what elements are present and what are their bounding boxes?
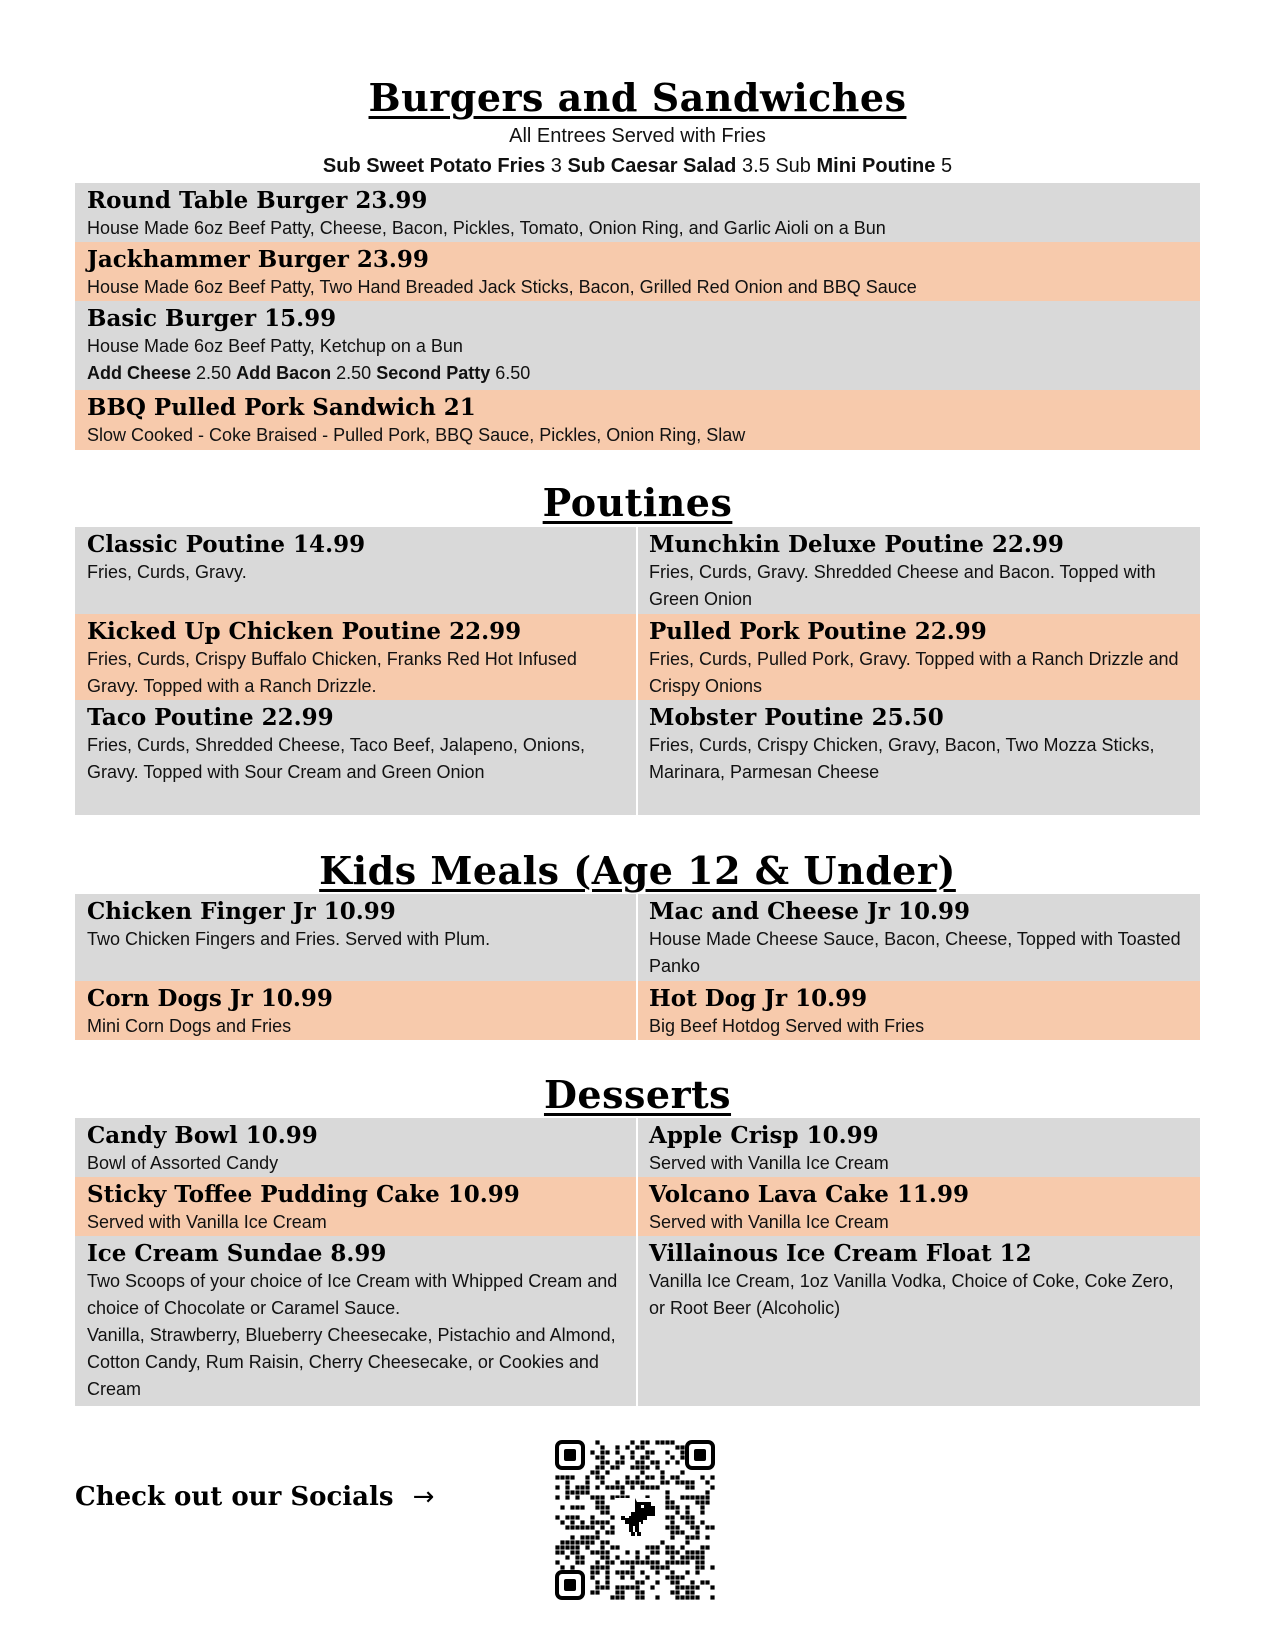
menu-item xyxy=(637,894,1200,980)
column-divider xyxy=(636,894,638,981)
dinosaur-icon xyxy=(615,1498,657,1544)
item-title: Mac and Cheese Jr 10.99 xyxy=(649,898,971,925)
poutines-list xyxy=(75,527,1200,815)
menu-row xyxy=(75,981,1200,1040)
item-description: Fries, Curds, Pulled Pork, Gravy. Topped with a Ranch Drizzle and Crispy Onions xyxy=(649,649,1179,696)
item-title: Classic Poutine 14.99 xyxy=(87,531,366,558)
item-description: Mini Corn Dogs and Fries xyxy=(87,1016,292,1036)
menu-row xyxy=(75,1236,1200,1406)
column-divider xyxy=(636,981,638,1040)
menu-item xyxy=(75,614,637,700)
qr-code-icon[interactable] xyxy=(555,1440,715,1600)
desserts-heading: Desserts xyxy=(543,1072,732,1117)
column-divider xyxy=(636,700,638,815)
item-description: Two Chicken Fingers and Fries. Served with Plum. xyxy=(87,929,491,949)
addon-label: Second Patty xyxy=(376,363,491,383)
item-description: Slow Cooked - Coke Braised - Pulled Pork, BBQ Sauce, Pickles, Onion Ring, Slaw xyxy=(87,425,746,445)
menu-item xyxy=(637,527,1200,613)
sub-label: Mini Poutine xyxy=(816,155,936,177)
menu-item xyxy=(637,614,1200,700)
item-title: Sticky Toffee Pudding Cake 10.99 xyxy=(87,1181,520,1208)
burgers-subs-line xyxy=(0,156,1275,176)
sub-label: Sub Caesar Salad xyxy=(567,155,737,177)
item-title: Munchkin Deluxe Poutine 22.99 xyxy=(649,531,1064,558)
addon-price: 2.50 xyxy=(196,363,232,383)
item-description: House Made 6oz Beef Patty, Two Hand Breaded Jack Sticks, Bacon, Grilled Red Onion and BBQ Sauce xyxy=(87,277,917,297)
menu-item xyxy=(637,700,1200,786)
item-flavors: Vanilla, Strawberry, Blueberry Cheesecake, Pistachio and Almond, Cotton Candy, Rum Raisin, Cherry Cheesecake, or Cookies and Cream xyxy=(87,1325,616,1399)
sub-prefix: Sub xyxy=(775,155,811,177)
sub-label: Sub Sweet Potato Fries xyxy=(322,155,546,177)
menu-item xyxy=(75,527,637,586)
burgers-heading: Burgers and Sandwiches xyxy=(368,75,907,120)
item-description: Served with Vanilla Ice Cream xyxy=(87,1212,327,1232)
burgers-served-with: All Entrees Served with Fries xyxy=(509,125,766,147)
item-description: Served with Vanilla Ice Cream xyxy=(649,1153,889,1173)
item-description: Vanilla Ice Cream, 1oz Vanilla Vodka, Choice of Coke, Coke Zero, or Root Beer (Alcoholic) xyxy=(649,1271,1174,1318)
column-divider xyxy=(636,1177,638,1236)
item-title: Taco Poutine 22.99 xyxy=(87,704,334,731)
socials-callout xyxy=(75,1482,434,1512)
item-title: Volcano Lava Cake 11.99 xyxy=(649,1181,969,1208)
item-title: Round Table Burger 23.99 xyxy=(87,187,428,214)
addon-price: 2.50 xyxy=(336,363,372,383)
item-title: Mobster Poutine 25.50 xyxy=(649,704,944,731)
item-title: Basic Burger 15.99 xyxy=(87,305,337,332)
column-divider xyxy=(636,1236,638,1406)
item-title: Villainous Ice Cream Float 12 xyxy=(649,1240,1032,1267)
menu-item xyxy=(75,183,1200,242)
item-title: BBQ Pulled Pork Sandwich 21 xyxy=(87,394,476,421)
item-title: Hot Dog Jr 10.99 xyxy=(649,985,868,1012)
item-title: Jackhammer Burger 23.99 xyxy=(87,246,429,273)
item-description: Big Beef Hotdog Served with Fries xyxy=(649,1016,925,1036)
item-description: House Made Cheese Sauce, Bacon, Cheese, Topped with Toasted Panko xyxy=(649,929,1181,976)
sub-price: 5 xyxy=(940,155,953,177)
desserts-list xyxy=(75,1118,1200,1406)
item-title: Candy Bowl 10.99 xyxy=(87,1122,318,1149)
item-title: Kicked Up Chicken Poutine 22.99 xyxy=(87,618,522,645)
menu-row xyxy=(75,1177,1200,1236)
burgers-list xyxy=(75,183,1200,450)
item-description: Fries, Curds, Crispy Chicken, Gravy, Bacon, Two Mozza Sticks, Marinara, Parmesan Cheese xyxy=(649,735,1155,782)
menu-item xyxy=(637,1118,1200,1177)
addon-label: Add Cheese xyxy=(87,363,192,383)
menu-item xyxy=(75,242,1200,301)
menu-item xyxy=(75,390,1200,450)
column-divider xyxy=(636,527,638,614)
column-divider xyxy=(636,614,638,700)
menu-item xyxy=(75,981,637,1040)
poutines-heading: Poutines xyxy=(542,480,733,525)
item-description: House Made 6oz Beef Patty, Cheese, Bacon, Pickles, Tomato, Onion Ring, and Garlic Aioli on a Bun xyxy=(87,218,886,238)
menu-item xyxy=(637,981,1200,1040)
socials-text: Check out our Socials xyxy=(75,1482,394,1512)
menu-row xyxy=(75,614,1200,700)
item-title: Apple Crisp 10.99 xyxy=(649,1122,879,1149)
item-description: Bowl of Assorted Candy xyxy=(87,1153,279,1173)
item-title: Chicken Finger Jr 10.99 xyxy=(87,898,396,925)
item-addons xyxy=(87,360,1188,387)
item-description: House Made 6oz Beef Patty, Ketchup on a Bun xyxy=(87,336,463,356)
menu-item xyxy=(75,1236,637,1403)
menu-item xyxy=(637,1177,1200,1236)
item-description: Fries, Curds, Shredded Cheese, Taco Beef, Jalapeno, Onions, Gravy. Topped with Sour Cream and Green Onion xyxy=(87,735,585,782)
column-divider xyxy=(636,1118,638,1177)
item-description: Two Scoops of your choice of Ice Cream with Whipped Cream and choice of Chocolate or Caramel Sauce. xyxy=(87,1271,618,1318)
kids-list xyxy=(75,894,1200,1040)
item-title: Corn Dogs Jr 10.99 xyxy=(87,985,333,1012)
item-title: Pulled Pork Poutine 22.99 xyxy=(649,618,987,645)
item-description: Fries, Curds, Gravy. Shredded Cheese and Bacon. Topped with Green Onion xyxy=(649,562,1156,609)
menu-item xyxy=(75,1118,637,1177)
addon-price: 6.50 xyxy=(495,363,531,383)
item-title: Ice Cream Sundae 8.99 xyxy=(87,1240,387,1267)
sub-price: 3.5 xyxy=(741,155,770,177)
menu-row xyxy=(75,1118,1200,1177)
item-description: Fries, Curds, Gravy. xyxy=(87,562,247,582)
kids-heading: Kids Meals (Age 12 & Under) xyxy=(319,848,956,893)
menu-row xyxy=(75,700,1200,815)
sub-price: 3 xyxy=(550,155,562,177)
item-description: Fries, Curds, Crispy Buffalo Chicken, Franks Red Hot Infused Gravy. Topped with a Ranch Drizzle. xyxy=(87,649,577,696)
menu-item xyxy=(75,894,637,953)
menu-row xyxy=(75,527,1200,614)
menu-item xyxy=(75,1177,637,1236)
addon-label: Add Bacon xyxy=(236,363,332,383)
menu-item xyxy=(75,301,1200,390)
menu-item xyxy=(637,1236,1200,1322)
arrow-right-icon: → xyxy=(412,1482,435,1512)
menu-item xyxy=(75,700,637,786)
menu-row xyxy=(75,894,1200,981)
item-description: Served with Vanilla Ice Cream xyxy=(649,1212,889,1232)
